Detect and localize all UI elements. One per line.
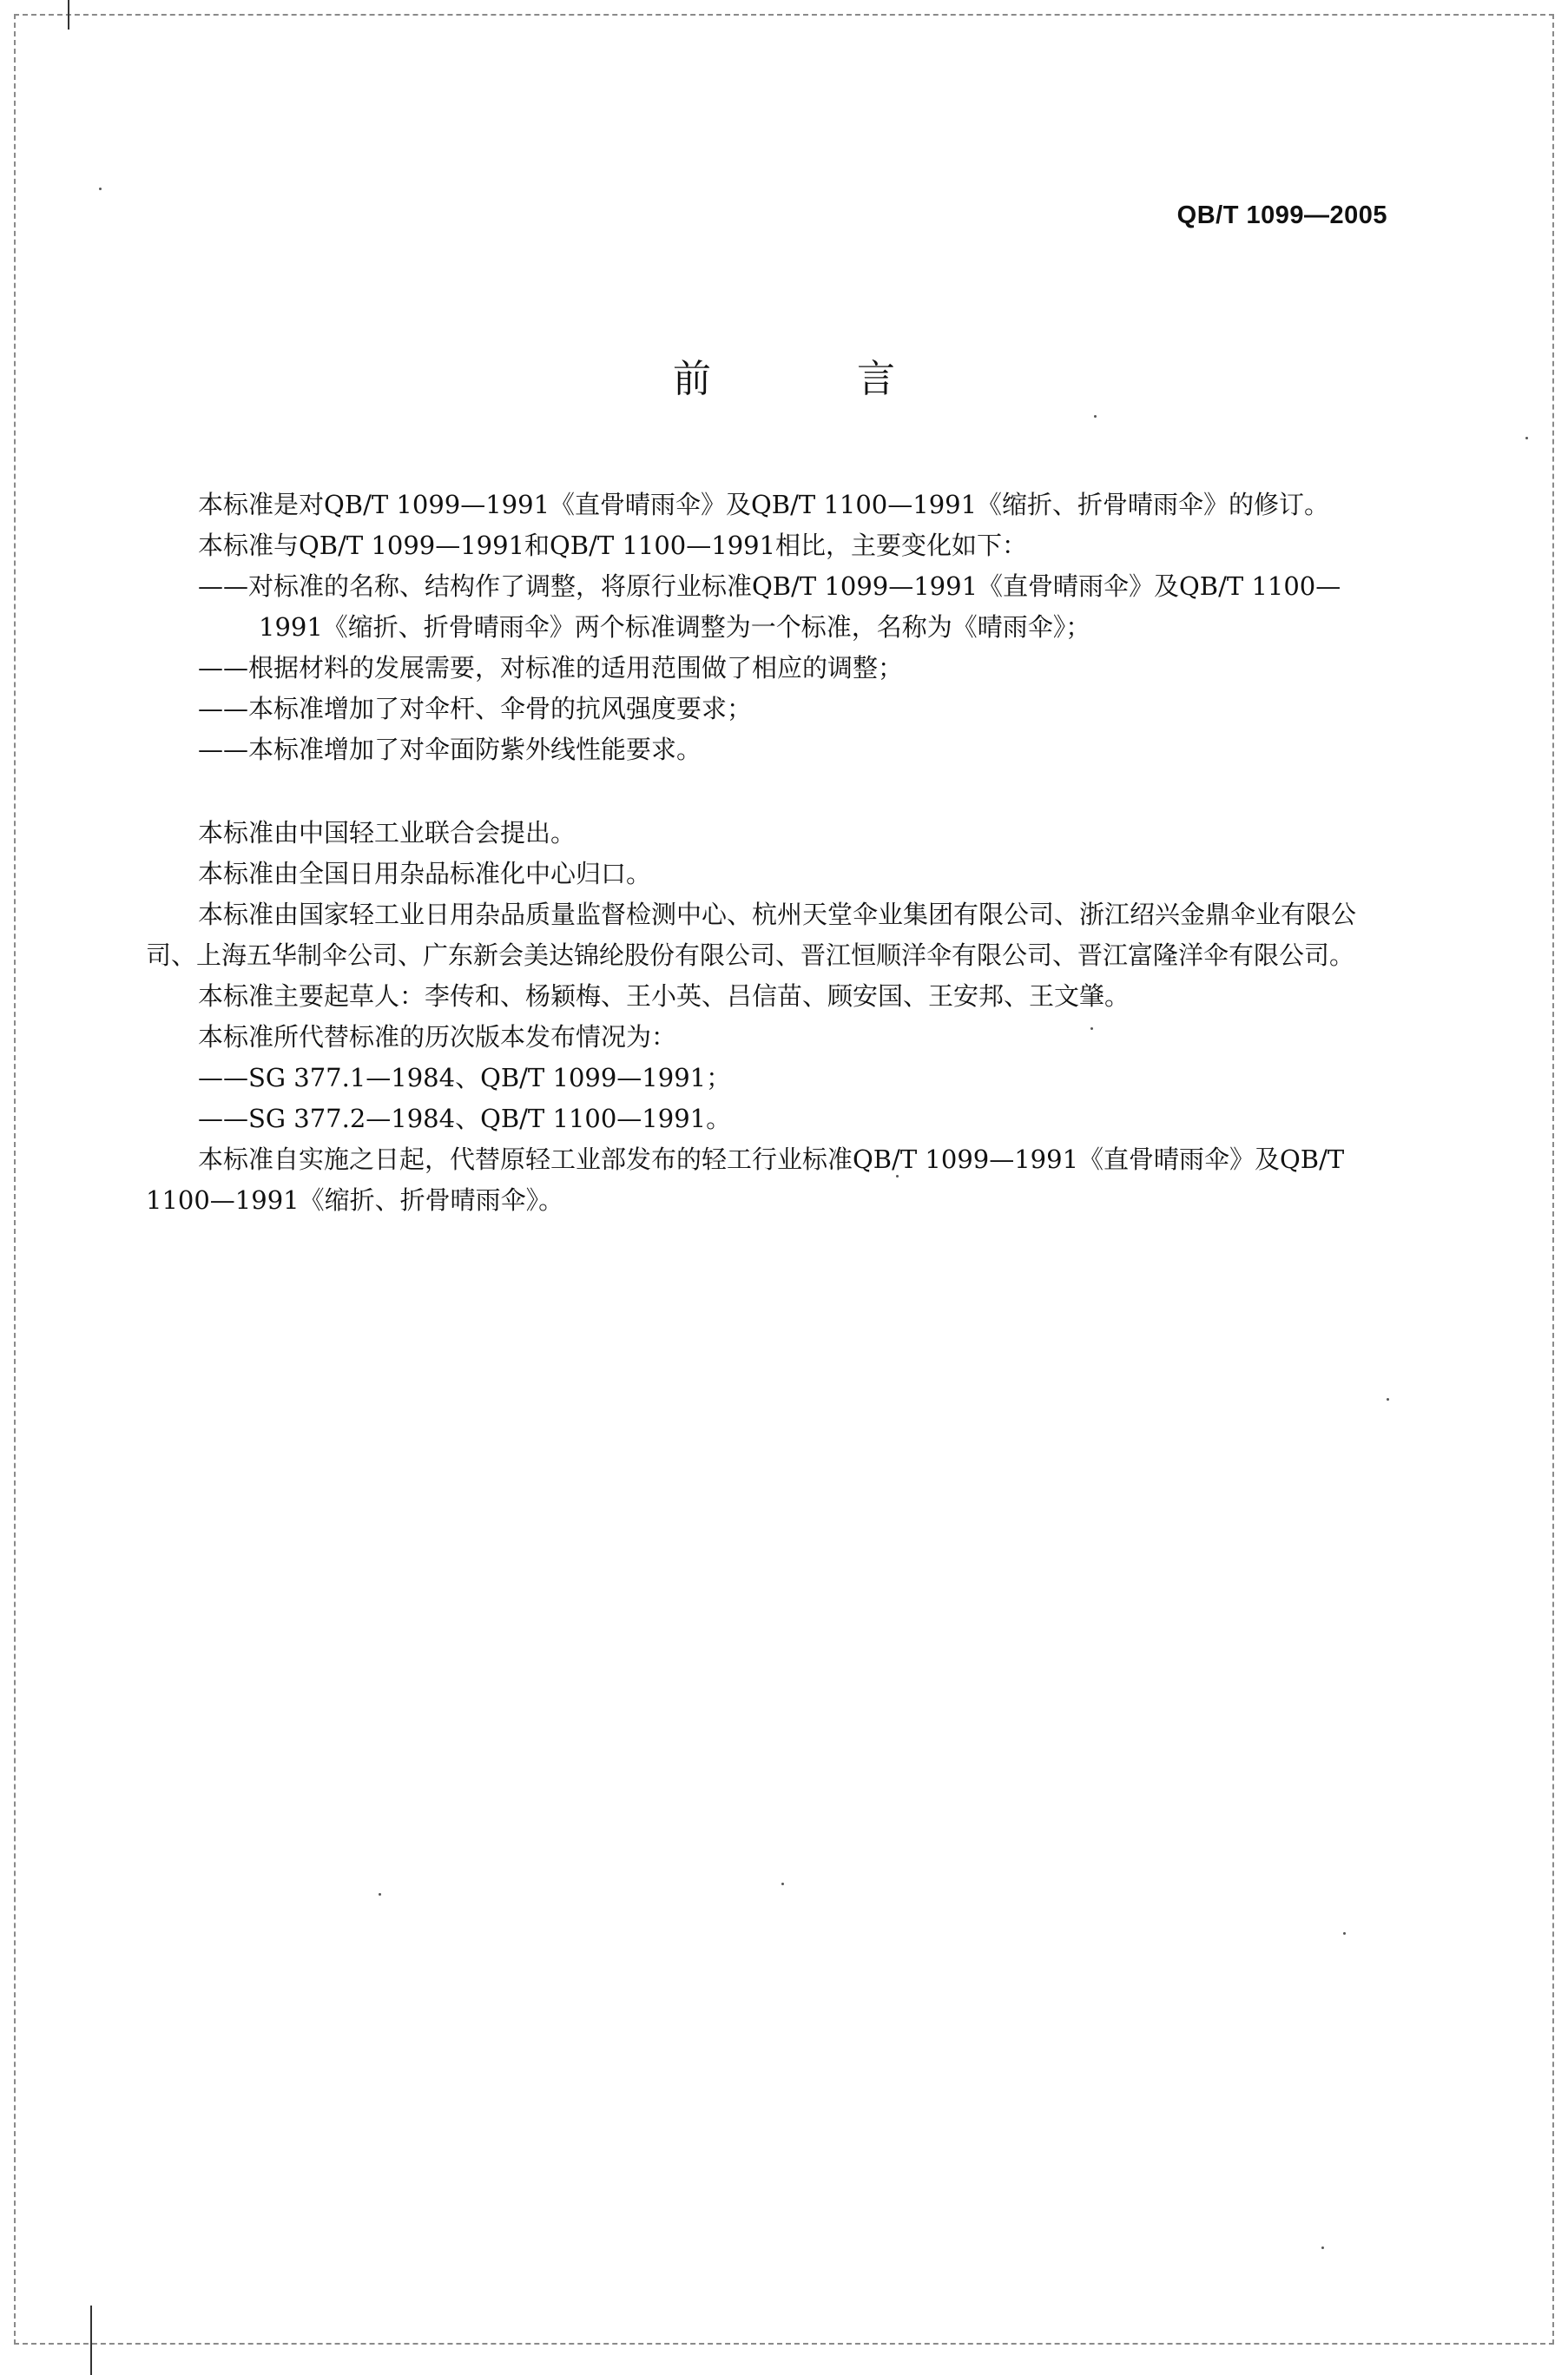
binding-mark [90, 2306, 92, 2375]
scan-speck [99, 188, 102, 190]
scan-speck [1094, 415, 1097, 418]
change-item: ——本标准增加了对伞面防紫外线性能要求。 [198, 735, 702, 764]
scan-speck [1343, 1932, 1346, 1935]
paragraph: 本标准所代替标准的历次版本发布情况为： [198, 1022, 677, 1052]
paragraph: 本标准自实施之日起，代替原轻工业部发布的轻工行业标准QB/T 1099—1991《直骨晴雨伞》及QB/T 1100—1991《缩折、折骨晴雨伞》。 [146, 1145, 1345, 1215]
change-item: ——本标准增加了对伞杆、伞骨的抗风强度要求； [198, 694, 753, 723]
history-item: ——SG 377.1—1984、QB/T 1099—1991； [198, 1063, 732, 1092]
history-item: ——SG 377.2—1984、QB/T 1100—1991。 [198, 1104, 732, 1133]
change-item: ——根据材料的发展需要，对标准的适用范围做了相应的调整； [198, 653, 904, 683]
foreword-body [146, 485, 1396, 1221]
paragraph: 本标准主要起草人：李传和、杨颖梅、王小英、吕信苗、顾安国、王安邦、王文肇。 [198, 981, 1130, 1011]
paragraph: 本标准由国家轻工业日用杂品质量监督检测中心、杭州天堂伞业集团有限公司、浙江绍兴金鼎伞业有限公司、上海五华制伞公司、广东新会美达锦纶股份有限公司、晋江恒顺洋伞有限公司、晋江富隆洋伞有限公司。 [146, 900, 1357, 970]
scan-speck [896, 1175, 899, 1178]
binding-mark [68, 0, 69, 30]
standard-code: QB/T 1099—2005 [1176, 201, 1387, 229]
scan-speck [379, 1893, 381, 1896]
scan-speck [1387, 1398, 1389, 1401]
scan-speck [1525, 437, 1528, 439]
spacer [146, 770, 1396, 813]
change-item: ——对标准的名称、结构作了调整，将原行业标准QB/T 1099—1991《直骨晴雨伞》及QB/T 1100—1991《缩折、折骨晴雨伞》两个标准调整为一个标准，名称为《晴雨伞》； [198, 571, 1341, 642]
scan-speck [1090, 1027, 1093, 1030]
page-title: 前 言 [673, 357, 949, 401]
paragraph: 本标准与QB/T 1099—1991和QB/T 1100—1991相比，主要变化如下： [198, 531, 1028, 560]
scan-speck [781, 1883, 784, 1885]
paragraph: 本标准是对QB/T 1099—1991《直骨晴雨伞》及QB/T 1100—1991《缩折、折骨晴雨伞》的修订。 [198, 490, 1330, 519]
paragraph: 本标准由中国轻工业联合会提出。 [198, 818, 576, 848]
scan-speck [1321, 2246, 1324, 2249]
paragraph: 本标准由全国日用杂品标准化中心归口。 [198, 859, 652, 888]
